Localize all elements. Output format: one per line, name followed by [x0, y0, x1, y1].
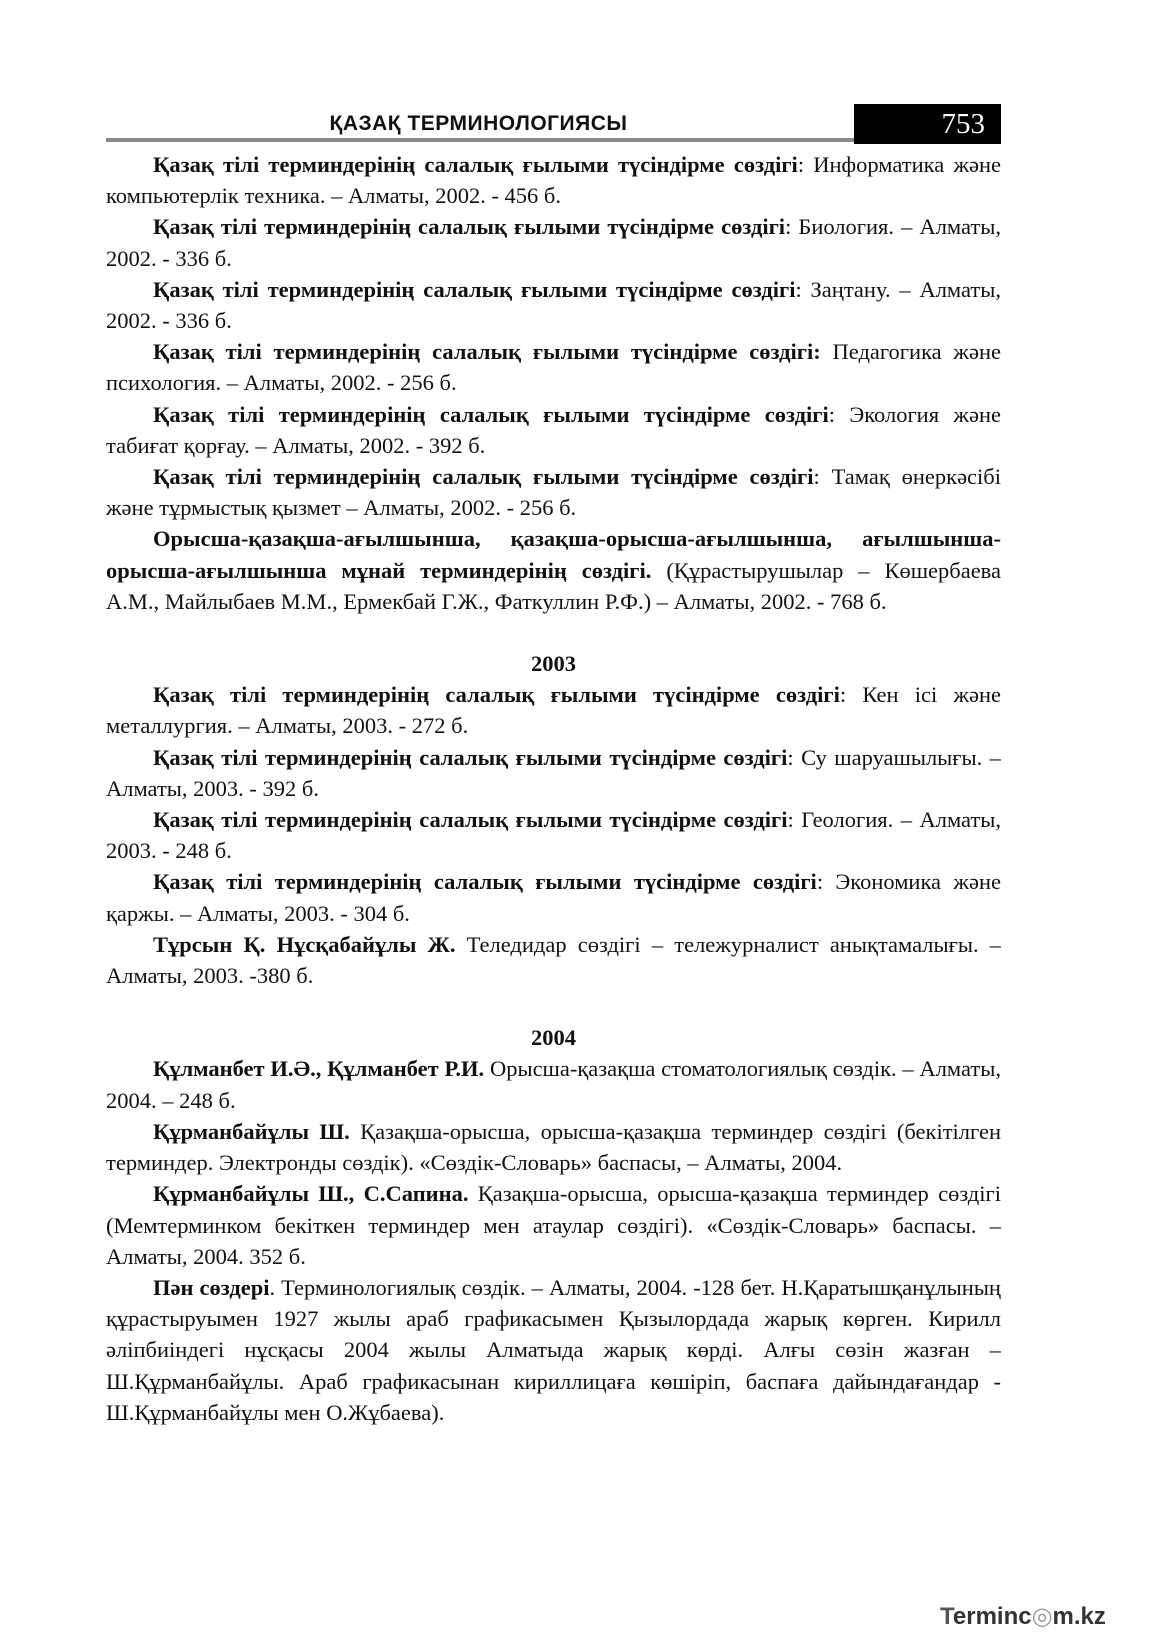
bibliography-entry [106, 742, 1001, 804]
entry-details: Педагогика және психология. – Алматы, 2002. - 256 б. [106, 339, 1001, 396]
entry-details: : Экология және табиғат қорғау. – Алматы, 2002. - 392 б. [106, 401, 1001, 458]
entry-details: (Құрастырушылар – Көшербаева А.М., Майлыбаев М.М., Ермекбай Г.Ж., Фаткуллин Р.Ф.) – Алматы, 2002. - 768 б. [106, 557, 1001, 614]
entry-title: Құлманбет И.Ә., Құлманбет Р.И. [153, 1056, 485, 1082]
entry-title: Қазақ тілі терминдерінің салалық ғылыми түсіндірме сөздігі [153, 276, 796, 302]
entries-2002 [106, 149, 1001, 617]
bibliography-entry [106, 1053, 1001, 1115]
entries-2003 [106, 679, 1001, 991]
year-heading-2004: 2004 [531, 1025, 576, 1051]
entry-title: Тұрсын Қ. Нұсқабайұлы Ж. [153, 931, 456, 957]
entry-title: Қазақ тілі терминдерінің салалық ғылыми түсіндірме сөздігі [153, 682, 840, 708]
bibliography-entry [106, 274, 1001, 336]
logo-letter-t: T [940, 1603, 953, 1630]
header-title: ҚАЗАҚ ТЕРМИНОЛОГИЯСЫ [329, 112, 628, 135]
entry-details: : Экономика және қаржы. – Алматы, 2003. - 304 б. [106, 869, 1001, 926]
bibliography-entry [106, 679, 1001, 741]
page-number: 753 [854, 104, 1001, 144]
entry-title: Қазақ тілі терминдерінің салалық ғылыми түсіндірме сөздігі [153, 214, 786, 240]
entry-details: : Тамақ өнеркәсібі және тұрмыстық қызмет – Алматы, 2002. - 256 б. [106, 464, 1001, 521]
bibliography-entry [106, 523, 1001, 617]
entry-details: : Геология. – Алматы, 2003. - 248 б. [106, 807, 1002, 864]
header-rule [106, 138, 854, 142]
bibliography-entry [106, 336, 1001, 398]
entry-title: Қазақ тілі терминдерінің салалық ғылыми түсіндірме сөздігі [153, 152, 798, 177]
logo-text-b: m.kz [1052, 1603, 1106, 1630]
bibliography-entry [106, 211, 1001, 273]
entry-details: : Информатика және компьютерлік техника. – Алматы, 2002. - 456 б. [106, 152, 1002, 209]
entry-title: Құрманбайұлы Ш., С.Сапина. [153, 1181, 469, 1207]
bibliography-entry [106, 1178, 1001, 1272]
entry-title: Қазақ тілі терминдерінің салалық ғылыми түсіндірме сөздігі [153, 464, 814, 490]
entry-details: : Су шаруашылығы. – Алматы, 2003. - 392 б. [106, 744, 1001, 801]
bibliography-entry [106, 1116, 1001, 1178]
entry-details: Қазақша-орысша, орысша-қазақша терминдер сөздігі (бекітілген терминдер. Электронды сөздік). «Сөздік-Словарь» баспасы, – Алматы, 2004. [106, 1118, 1001, 1176]
bibliography-content [106, 149, 1001, 1428]
entry-title: Пән сөздері [153, 1274, 270, 1300]
bibliography-entry [106, 1272, 1001, 1428]
entry-title: Орысша-қазақша-ағылшынша, қазақша-орысша-ағылшынша, ағылшынша- орысша-ағылшынша мұнай терминдерінің сөздігі. [106, 526, 1001, 583]
entry-details: Орысша-қазақша стоматологиялық сөздік. – Алматы, 2004. – 248 б. [106, 1056, 1001, 1113]
bibliography-entry [106, 866, 1001, 928]
bibliography-entry [106, 399, 1001, 461]
bibliography-entry [106, 804, 1001, 866]
entry-title: Құрманбайұлы Ш. [153, 1118, 350, 1144]
entries-2004 [106, 1053, 1001, 1427]
bibliography-entry [106, 929, 1001, 991]
bibliography-entry [106, 149, 1001, 211]
entry-details: : Кен ісі және металлургия. – Алматы, 2003. - 272 б. [106, 682, 1001, 739]
logo-globe-icon: ◎ [1031, 1603, 1053, 1630]
entry-details: : Заңтану. – Алматы, 2002. - 336 б. [106, 276, 1001, 334]
bibliography-entry [106, 461, 1001, 523]
entry-title: Қазақ тілі терминдерінің салалық ғылыми түсіндірме сөздігі [153, 744, 788, 770]
entry-title: Қазақ тілі терминдерінің салалық ғылыми түсіндірме сөздігі [153, 401, 829, 427]
entry-details: . Терминологиялық сөздік. – Алматы, 2004. -128 бет. Н.Қаратышқанұлының құрастыруымен 1927 жылы араб графикасымен Қызылордада жарық көрген. Кирилл әліпбиіндегі нұсқасы 2004 жылы Алматыда жарық көрді. Алғы сөзін жазған – Ш.Құрманбайұлы. Араб графикасынан кириллицаға көшіріп, баспаға дайындағандар - Ш.Құрманбайұлы мен О.Жұбаева). [106, 1274, 1001, 1425]
logo-text-a: erminc [952, 1603, 1032, 1630]
year-heading-2003: 2003 [531, 651, 576, 677]
entry-title: Қазақ тілі терминдерінің салалық ғылыми түсіндірме сөздігі: [153, 339, 821, 365]
entry-title: Қазақ тілі терминдерінің салалық ғылыми түсіндірме сөздігі [153, 869, 817, 895]
entry-title: Қазақ тілі терминдерінің салалық ғылыми түсіндірме сөздігі [153, 807, 788, 833]
entry-details: : Биология. – Алматы, 2002. - 336 б. [106, 214, 1001, 271]
entry-details: Қазақша-орысша, орысша-қазақша терминдер сөздігі (Мемтерминком бекіткен терминдер мен атаулар сөздігі). «Сөздік-Словарь» баспасы. – Алматы, 2004. 352 б. [106, 1181, 1001, 1269]
entry-details: Теледидар сөздігі – тележурналист анықтамалығы. – Алматы, 2003. -380 б. [106, 931, 1001, 989]
running-header [106, 104, 1001, 146]
termincom-logo [940, 1604, 1150, 1630]
